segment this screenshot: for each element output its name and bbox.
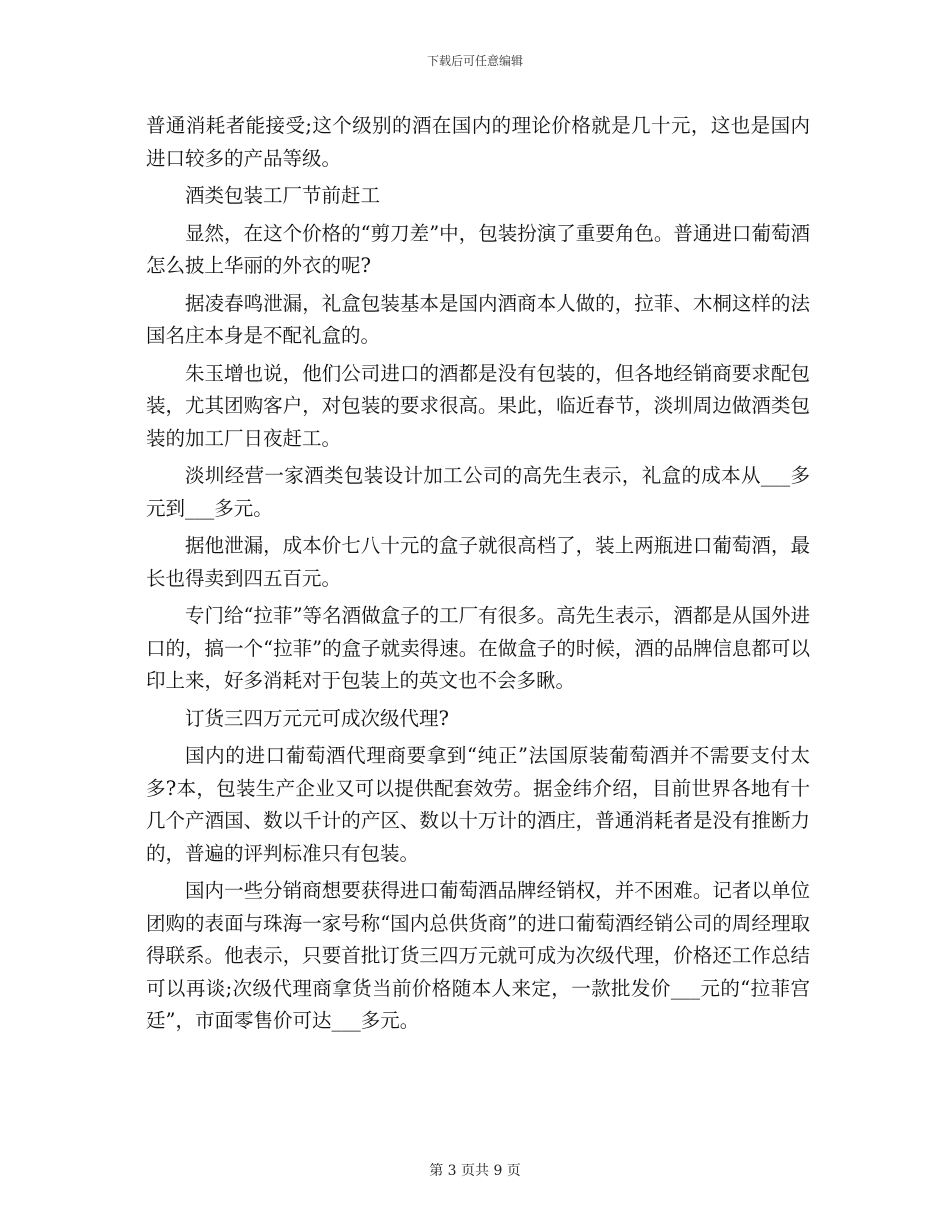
paragraph-11: 国内一些分销商想要获得进口葡萄酒品牌经销权，并不困难。记者以单位团购的表面与珠海一家号称“国内总供货商”的进口葡萄酒经销公司的周经理取得联系。他表示，只要首批订货三四万元就可成为次级代理，价格还工作总结可以再谈;次级代理商拿货当前价格随本人来定，一款批发价___元的“拉菲宫廷”，市面零售价可达___多元。 [146,879,810,1032]
page-header: 下载后可任意编辑 [426,54,523,68]
paragraph-4: 据凌春鸣泄漏，礼盒包装基本是国内酒商本人做的，拉菲、木桐这样的法国名庄本身是不配礼盒的。 [146,291,810,347]
paragraph-1: 普通消耗者能接受;这个级别的酒在国内的理论价格就是几十元，这也是国内进口较多的产品等级。 [146,114,810,170]
section-heading-packaging: 酒类包装工厂节前赶工 [185,184,381,207]
paragraph-5: 朱玉增也说，他们公司进口的酒都是没有包装的，但各地经销商要求配包装，尤其团购客户，对包装的要求很高。果此，临近春节，淡圳周边做酒类包装的加工厂日夜赶工。 [146,361,810,450]
section-heading-agency: 订货三四万元元可成次级代理? [185,706,449,730]
paragraph-7: 据他泄漏，成本价七八十元的盒子就很高档了，装上两瓶进口葡萄酒，最长也得卖到四五百元。 [146,534,810,590]
paragraph-10: 国内的进口葡萄酒代理商要拿到“纯正”法国原装葡萄酒并不需要支付太多?本，包装生产企业又可以提供配套效劳。据金纬介绍，目前世界各地有十几个产酒国、数以千计的产区、数以十万计的酒庄，普通消耗者是没有推断力的，普遍的评判标准只有包装。 [146,744,810,865]
paragraph-8: 专门给“拉菲”等名酒做盒子的工厂有很多。高先生表示，酒都是从国外进口的，搞一个“拉菲”的盒子就卖得速。在做盒子的时候，酒的品牌信息都可以印上来，好多消耗对于包装上的英文也不会多瞅。 [146,604,810,692]
paragraph-3: 显然，在这个价格的“剪刀差”中，包装扮演了重要角色。普通进口葡萄酒怎么披上华丽的外衣的呢? [146,221,810,277]
paragraph-6: 淡圳经营一家酒类包装设计加工公司的高先生表示，礼盒的成本从___多元到___多元。 [146,464,810,520]
document-body [146,110,810,1043]
page-footer: 第 3 页共 9 页 [429,1163,521,1179]
